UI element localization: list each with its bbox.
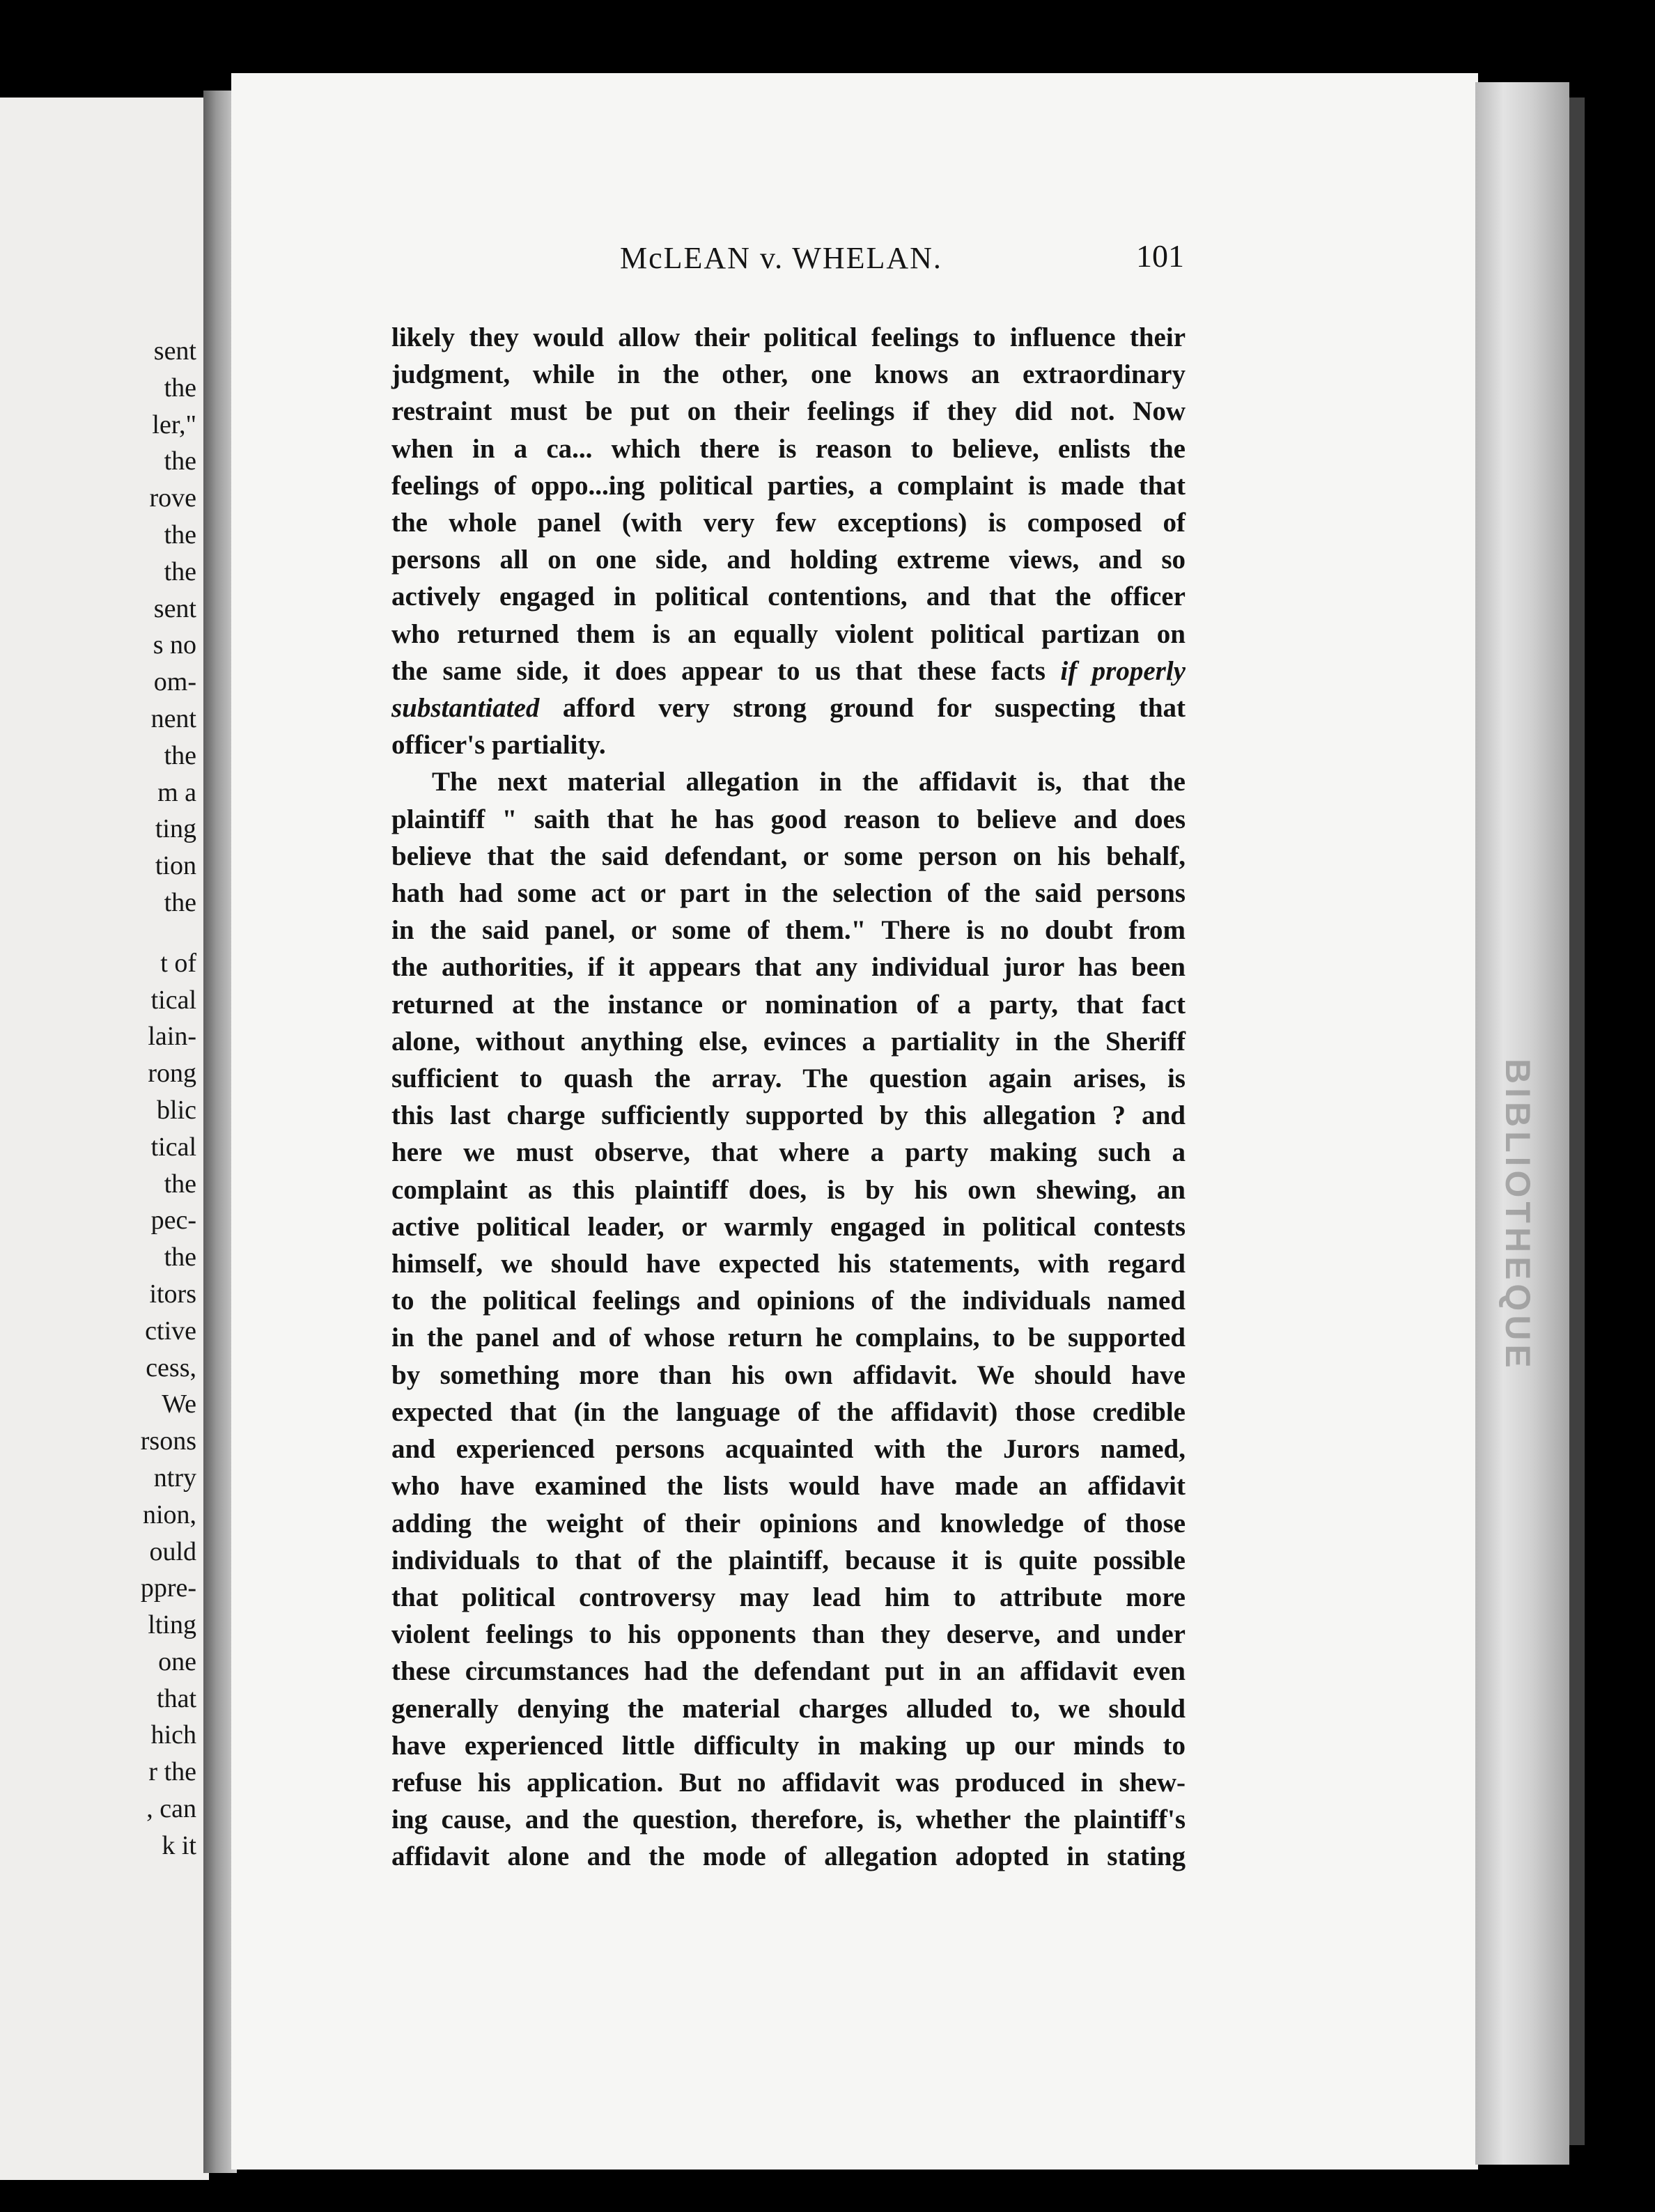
italic-text: substantiated bbox=[391, 693, 540, 724]
text-line: refuse his application. But no affidavit was produced in shew- bbox=[391, 1767, 1186, 1798]
left-page-line: m a bbox=[157, 777, 196, 807]
left-page-line: itors bbox=[149, 1279, 196, 1309]
left-page-line: hich bbox=[150, 1720, 196, 1750]
left-page-line: pec- bbox=[150, 1206, 196, 1236]
left-page-line: s no bbox=[153, 630, 196, 660]
text-run: the same side, it does appear to us that these facts bbox=[391, 655, 1046, 686]
left-page-line: We bbox=[162, 1389, 196, 1419]
left-page-line: nent bbox=[150, 703, 196, 733]
text-line: generally denying the material charges alluded to, we should bbox=[391, 1693, 1186, 1724]
left-page-line: the bbox=[164, 373, 196, 403]
paragraph-first-line: The next material allegation in the affidavit is, that the bbox=[432, 767, 1186, 797]
text-line: returned at the instance or nomination of a party, that fact bbox=[391, 989, 1186, 1020]
left-page-line: ppre- bbox=[140, 1573, 196, 1603]
text-line: restraint must be put on their feelings if they did not. Now bbox=[391, 396, 1186, 427]
text-line: who have examined the lists would have made an affidavit bbox=[391, 1471, 1186, 1502]
text-line: actively engaged in political contentions, and that the officer bbox=[391, 582, 1186, 612]
text-run: afford very strong ground for suspecting that bbox=[562, 693, 1186, 724]
left-page-line: ntry bbox=[153, 1463, 196, 1493]
left-page-line: the bbox=[164, 887, 196, 917]
text-line: and experienced persons acquainted with the Jurors named, bbox=[391, 1434, 1186, 1465]
left-page-line: the bbox=[164, 520, 196, 550]
text-line bbox=[391, 653, 1186, 690]
text-line: here we must observe, that where a party making such a bbox=[391, 1137, 1186, 1168]
text-line bbox=[391, 690, 1186, 726]
text-line: judgment, while in the other, one knows an extraordinary bbox=[391, 359, 1186, 390]
left-page-line: sent bbox=[153, 336, 196, 366]
text-line: individuals to that of the plaintiff, because it is quite possible bbox=[391, 1545, 1186, 1575]
page-header bbox=[390, 240, 1184, 289]
left-page-line: ctive bbox=[145, 1316, 196, 1346]
left-page-line: sent bbox=[153, 593, 196, 623]
left-page-line: blic bbox=[157, 1095, 196, 1125]
text-line: have experienced little difficulty in making up our minds to bbox=[391, 1730, 1186, 1761]
text-line: sufficient to quash the array. The question again arises, is bbox=[391, 1064, 1186, 1094]
left-page-line: nion, bbox=[142, 1500, 196, 1529]
text-line: expected that (in the language of the affidavit) those credible bbox=[391, 1396, 1186, 1427]
left-page-line: that bbox=[157, 1683, 196, 1713]
left-page-line: tical bbox=[150, 1132, 196, 1162]
text-line: alone, without anything else, evinces a partiality in the Sheriff bbox=[391, 1026, 1186, 1057]
text-line: the authorities, if it appears that any individual juror has been bbox=[391, 952, 1186, 983]
book-cover-edge bbox=[1569, 98, 1585, 2145]
left-page-line: tical bbox=[150, 985, 196, 1015]
library-stamp: BIBLIOTHEQUE bbox=[1498, 1059, 1537, 1372]
left-page-line: ting bbox=[155, 814, 196, 844]
left-page-line: cess, bbox=[146, 1353, 196, 1382]
left-page-fragment bbox=[0, 98, 209, 2180]
left-page-line: t of bbox=[160, 948, 196, 978]
text-line: persons all on one side, and holding extreme views, and so bbox=[391, 545, 1186, 575]
text-line: hath had some act or part in the selection of the said persons bbox=[391, 878, 1186, 909]
text-line: plaintiff " saith that he has good reason to believe and does bbox=[391, 804, 1186, 834]
text-line: feelings of oppo...ing political parties, a complaint is made that bbox=[391, 470, 1186, 501]
text-line: ing cause, and the question, therefore, is, whether the plaintiff's bbox=[391, 1805, 1186, 1835]
text-line: violent feelings to his opponents than they deserve, and under bbox=[391, 1619, 1186, 1650]
running-head: McLEAN v. WHELAN. bbox=[620, 241, 942, 275]
left-page-line: lain- bbox=[148, 1022, 196, 1052]
left-page-line: one bbox=[158, 1646, 196, 1676]
text-line: to the political feelings and opinions of the individuals named bbox=[391, 1286, 1186, 1316]
left-page-line: the bbox=[164, 556, 196, 586]
left-page-line: rove bbox=[149, 483, 196, 513]
text-line: in the said panel, or some of them." There is no doubt from bbox=[391, 915, 1186, 946]
text-line: likely they would allow their political feelings to influence their bbox=[391, 322, 1186, 352]
text-line: officer's partiality. bbox=[391, 730, 606, 761]
left-page-line: the bbox=[164, 446, 196, 476]
left-page-line: the bbox=[164, 740, 196, 770]
text-line: active political leader, or warmly engaged in political contests bbox=[391, 1211, 1186, 1242]
text-line: believe that the said defendant, or some person on his behalf, bbox=[391, 841, 1186, 871]
page-number: 101 bbox=[1136, 238, 1184, 274]
left-page-line: tion bbox=[155, 851, 196, 881]
text-line: the whole panel (with very few exceptions) is composed of bbox=[391, 508, 1186, 538]
text-line: adding the weight of their opinions and knowledge of those bbox=[391, 1508, 1186, 1539]
text-line: when in a ca... which there is reason to believe, enlists the bbox=[391, 433, 1186, 464]
left-page-text bbox=[1, 333, 196, 1864]
italic-text: if properly bbox=[1060, 655, 1186, 686]
text-line: affidavit alone and the mode of allegation adopted in stating bbox=[391, 1841, 1186, 1872]
text-line: this last charge sufficiently supported by this allegation ? and bbox=[391, 1100, 1186, 1131]
left-page-line: om- bbox=[153, 667, 196, 697]
left-page-line: the bbox=[164, 1243, 196, 1272]
left-page-line: ler," bbox=[152, 410, 196, 439]
text-line: that political controversy may lead him to attribute more bbox=[391, 1582, 1186, 1612]
text-line: these circumstances had the defendant put in an affidavit even bbox=[391, 1656, 1186, 1687]
left-page-line: k it bbox=[162, 1830, 196, 1860]
text-line: who returned them is an equally violent political partizan on bbox=[391, 618, 1186, 649]
text-line: by something more than his own affidavit. We should have bbox=[391, 1360, 1186, 1390]
left-page-line: , can bbox=[146, 1794, 196, 1824]
text-line: complaint as this plaintiff does, is by his own shewing, an bbox=[391, 1174, 1186, 1205]
left-page-line: r the bbox=[148, 1757, 196, 1787]
body-text bbox=[391, 319, 1186, 1876]
left-page-line: the bbox=[164, 1169, 196, 1199]
text-line: in the panel and of whose return he complains, to be supported bbox=[391, 1323, 1186, 1353]
text-line: himself, we should have expected his statements, with regard bbox=[391, 1249, 1186, 1279]
left-page-line: rong bbox=[148, 1059, 196, 1089]
left-page-line: rsons bbox=[140, 1426, 196, 1456]
left-page-line: ould bbox=[149, 1536, 196, 1566]
left-page-line: lting bbox=[148, 1610, 196, 1640]
